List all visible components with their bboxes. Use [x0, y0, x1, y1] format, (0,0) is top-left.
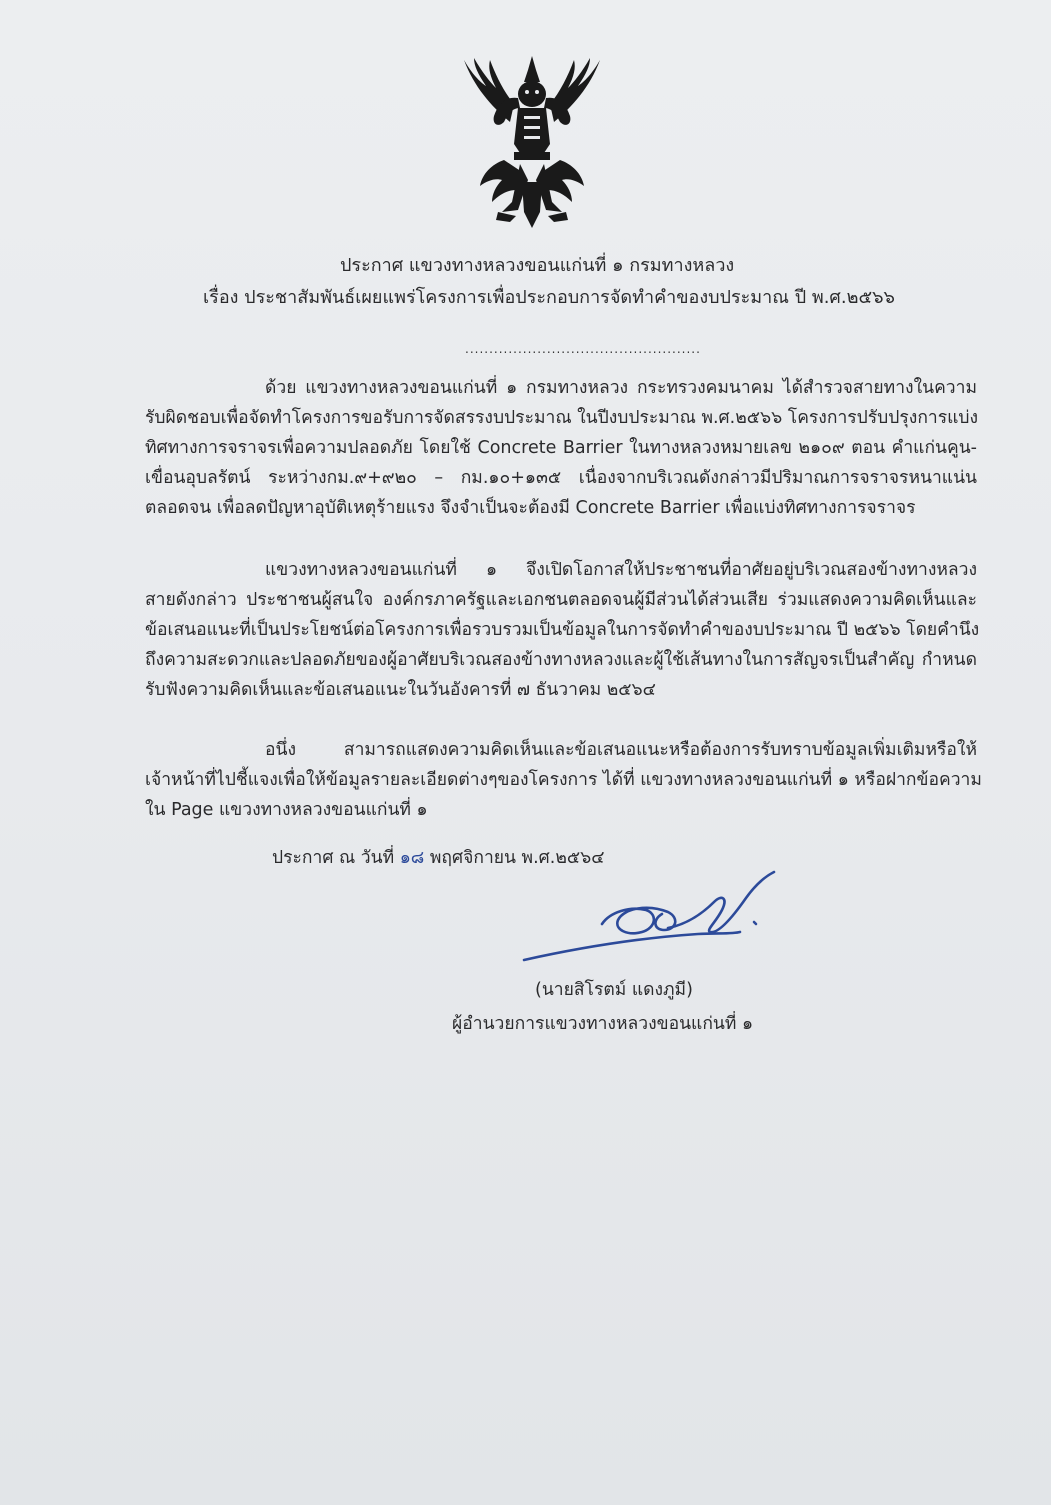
paragraph-1: [145, 373, 977, 523]
paragraph-3: [145, 735, 982, 825]
paragraph-line: รับผิดชอบเพื่อจัดทำโครงการขอรับการจัดสรรงบประมาณ ในปีงบประมาณ พ.ศ.๒๕๖๖ โครงการปรับปรุงการแบ่ง: [145, 408, 979, 428]
paragraph-line: สายดังกล่าว ประชาชนผู้สนใจ องค์กรภาครัฐและเอกชนตลอดจนผู้มีส่วนได้ส่วนเสีย ร่วมแสดงความคิดเห็นและ: [145, 590, 977, 610]
handwritten-signature: [518, 868, 783, 968]
paragraph-2: [145, 555, 980, 705]
date-prefix: ประกาศ ณ วันที่: [272, 848, 400, 868]
paragraph-line: ถึงความสะดวกและปลอดภัยของผู้อาศัยบริเวณสองข้างทางหลวงและผู้ใช้เส้นทางในการสัญจรเป็นสำคัญ กำหนด: [145, 650, 977, 670]
date-suffix: พฤศจิกายน พ.ศ.๒๕๖๔: [424, 848, 605, 868]
paragraph-line: ข้อเสนอแนะที่เป็นประโยชน์ต่อโครงการเพื่อรวบรวมเป็นข้อมูลในการจัดทำคำของบประมาณ ปี ๒๕๖๖ โดยคำนึง: [145, 620, 980, 640]
paragraph-line: ตลอดจน เพื่อลดปัญหาอุบัติเหตุร้ายแรง จึงจำเป็นจะต้องมี Concrete Barrier เพื่อแบ่งทิศทางการจราจร: [145, 498, 916, 518]
date-day-handwritten: ๑๘: [399, 848, 425, 868]
announcement-date: [272, 846, 604, 870]
signatory-name: (นายสิโรตม์ แดงภูมี): [535, 980, 693, 1000]
paragraph-line: เจ้าหน้าที่ไปชี้แจงเพื่อให้ข้อมูลรายละเอียดต่างๆของโครงการ ได้ที่ แขวงทางหลวงขอนแก่นที่ ๑ หรือฝากข้อความ: [145, 770, 982, 790]
paragraph-line: แขวงทางหลวงขอนแก่นที่ ๑ จึงเปิดโอกาสให้ประชาชนที่อาศัยอยู่บริเวณสองข้างทางหลวง: [265, 560, 977, 580]
paragraph-line: ทิศทางการจราจรเพื่อความปลอดภัย โดยใช้ Concrete Barrier ในทางหลวงหมายเลข ๒๑๐๙ ตอน คำแก่นคูน-: [145, 438, 977, 458]
signatory-position: ผู้อำนวยการแขวงทางหลวงขอนแก่นที่ ๑: [452, 1014, 754, 1034]
paragraph-line: เขื่อนอุบลรัตน์ ระหว่างกม.๙+๙๒๐ – กม.๑๐+๑๓๕ เนื่องจากบริเวณดังกล่าวมีปริมาณการจราจรหนาแน่น: [145, 468, 977, 488]
garuda-emblem-icon: [452, 52, 612, 232]
paragraph-line: ใน Page แขวงทางหลวงขอนแก่นที่ ๑: [145, 800, 428, 820]
paragraph-line: อนึ่ง สามารถแสดงความคิดเห็นและข้อเสนอแนะหรือต้องการรับทราบข้อมูลเพิ่มเติมหรือให้: [265, 740, 977, 760]
announcement-title: ประกาศ แขวงทางหลวงขอนแก่นที่ ๑ กรมทางหลวง: [340, 255, 735, 276]
separator: .................................................: [465, 342, 701, 356]
announcement-subject: เรื่อง ประชาสัมพันธ์เผยแพร่โครงการเพื่อประกอบการจัดทำคำของบประมาณ ปี พ.ศ.๒๕๖๖: [203, 287, 895, 308]
paragraph-line: ด้วย แขวงทางหลวงขอนแก่นที่ ๑ กรมทางหลวง กระทรวงคมนาคม ได้สำรวจสายทางในความ: [265, 378, 977, 398]
paragraph-line: รับฟังความคิดเห็นและข้อเสนอแนะในวันอังคารที่ ๗ ธันวาคม ๒๕๖๔: [145, 680, 656, 700]
